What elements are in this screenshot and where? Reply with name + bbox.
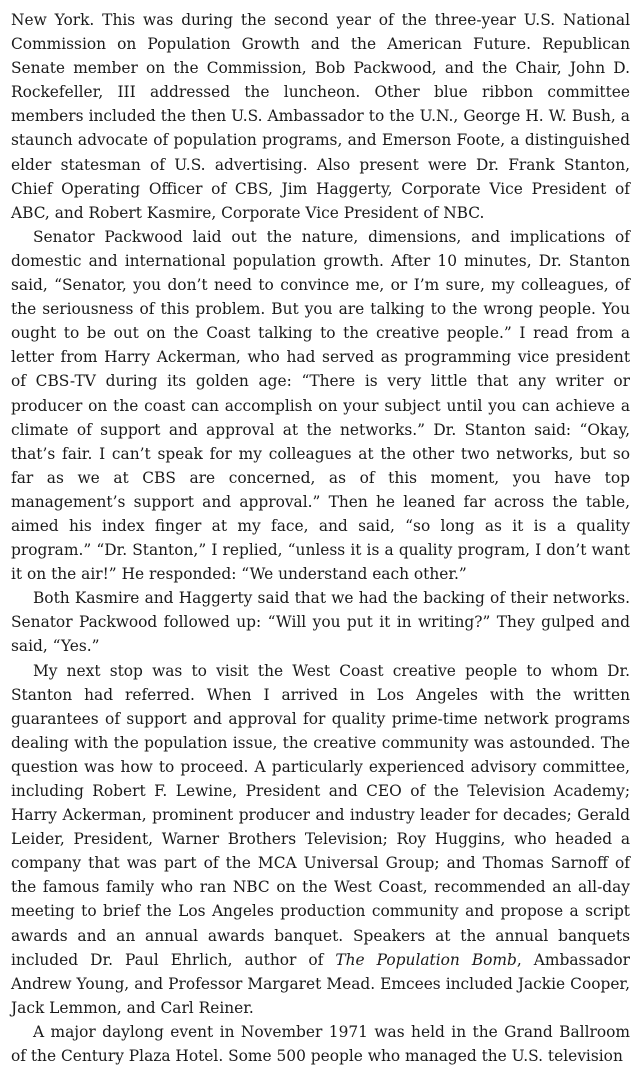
paragraph-5: A major daylong event in November 1971 was held in the Grand Ballroom of the Century Plaza Hotel. Some 500 people who managed the U.S. television (11, 1022, 630, 1066)
paragraph-4-text-after-title: , Ambassador Andrew Young, and Professor Margaret Mead. Emcees included Jackie Cooper, Jack Lemmon, and Carl Reiner. (11, 950, 630, 1017)
paragraph-3: Both Kasmire and Haggerty said that we had the backing of their networks. Senator Packwood followed up: “Will you put it in writing?” They gulped and said, “Yes.” (11, 589, 630, 656)
book-page (11, 8, 630, 1068)
book-title-population-bomb: The Population Bomb (335, 950, 517, 969)
paragraph-4 (11, 659, 630, 1020)
paragraph-2: Senator Packwood laid out the nature, dimensions, and implications of domestic and international population growth. After 10 minutes, Dr. Stanton said, “Senator, you don’t need to convince me, or I’m sure, my colleagues, of the seriousness of this problem. But you are talking to the wrong people. You ought to be out on the Coast talking to the creative people.” I read from a letter from Harry Ackerman, who had served as programming vice president of CBS-TV during its golden age: “There is very little that any writer or producer on the coast can accomplish on your subject until you can achieve a climate of support and approval at the networks.” Dr. Stanton said: “Okay, that’s fair. I can’t speak for my colleagues at the other two networks, but so far as we at CBS are concerned, as of this moment, you have top management’s support and approval.” Then he leaned far across the table, aimed his index finger at my face, and said, “so long as it is a quality program.” “Dr. Stanton,” I replied, “unless it is a quality program, I don’t want it on the air!” He responded: “We understand each other.” (11, 227, 630, 584)
paragraph-1: New York. This was during the second year of the three-year U.S. National Commission on Population Growth and the American Future. Republican Senate member on the Commission, Bob Packwood, and the Chair, John D. Rockefeller, III addressed the luncheon. Other blue ribbon committee members included the then U.S. Ambassador to the U.N., George H. W. Bush, a staunch advocate of population programs, and Emerson Foote, a distinguished elder statesman of U.S. advertising. Also present were Dr. Frank Stanton, Chief Operating Officer of CBS, Jim Haggerty, Corporate Vice President of ABC, and Robert Kasmire, Corporate Vice President of NBC. (11, 11, 630, 222)
paragraph-4-text-before-title: My next stop was to visit the West Coast creative people to whom Dr. Stanton had referred. When I arrived in Los Angeles with the written guarantees of support and approval for quality prime-time network programs dealing with the population issue, the creative community was astounded. The question was how to proceed. A particularly experienced advisory committee, including Robert F. Lewine, President and CEO of the Television Academy; Harry Ackerman, prominent producer and industry leader for decades; Gerald Leider, President, Warner Brothers Television; Roy Huggins, who headed a company that was part of the MCA Universal Group; and Thomas Sarnoff of the famous family who ran NBC on the West Coast, recommended an all-day meeting to brief the Los Angeles production community and propose a script awards and an annual awards banquet. Speakers at the annual banquets included Dr. Paul Ehrlich, author of (11, 661, 630, 969)
